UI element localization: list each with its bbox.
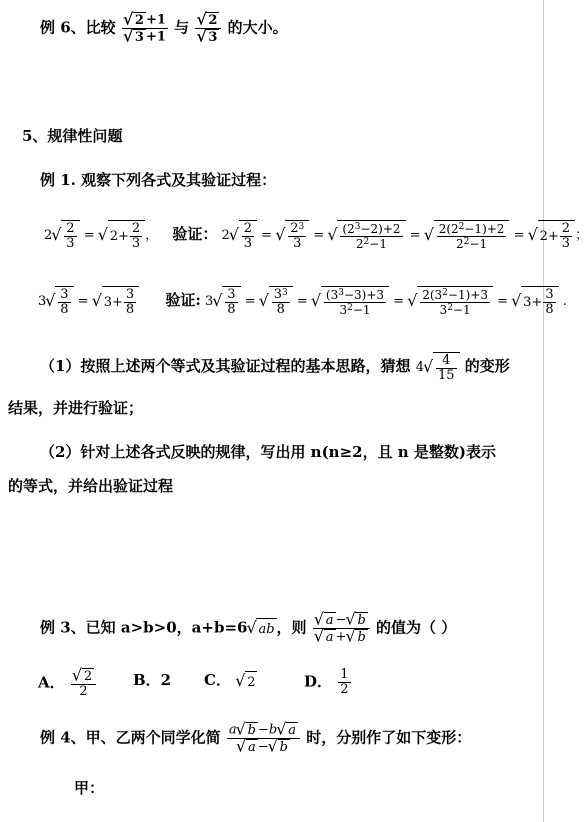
verify-label-1: 验证： bbox=[172, 225, 218, 243]
example-6-tail: 的大小。 bbox=[227, 18, 288, 37]
section-5-title: 5、规律性问题 bbox=[22, 127, 123, 145]
example-3: 例 3、已知 a>b>0，a+b=6√ ab ，则 √ a −√ b √ a +√ b 的值为（ ） bbox=[40, 612, 456, 645]
question-1-text-b: 的变形 bbox=[464, 357, 510, 375]
student-jia-label: 甲： bbox=[74, 779, 105, 797]
fraction-sqrt-a-minus-sqrt-b-over-sum: √ a −√ b √ a +√ b bbox=[313, 612, 370, 645]
page-edge-rule bbox=[543, 0, 544, 822]
example-4-tail: 时，分别作了如下变形： bbox=[306, 728, 472, 747]
fraction-sqrt2plus1-over-sqrt3plus1: √ 2 +1 √ 3 +1 bbox=[122, 12, 168, 45]
example-3-label: 例 3、已知 a>b>0，a+b=6 bbox=[40, 618, 248, 637]
equation-row-2: 3 √ $\frac{3}{8}$ = √ 3+ $\frac{3}{8}$ 验证: 3 √ $\frac{3}{8}$ = √ $\frac{3^3}{8}$ = √ $\frac{(3^3-3)+3}{3^2-1}$ = √ $\frac{2(3^2-1)+3}{3^2-1}$ = √ 3+ $\frac{3}{8}$ . bbox=[38, 286, 567, 317]
question-2-line-2: 的等式，并给出验证过程 bbox=[8, 477, 174, 495]
question-1-text-a: （1）按照上述两个等式及其验证过程的基本思路，猜想 bbox=[40, 357, 411, 375]
option-a: A． √ $\frac{2}{2}$ bbox=[38, 668, 97, 699]
equation-row-1: 2 √ $\frac{2}{3}$ = √ 2+ $\frac{2}{3}$ ， 验证： 2 √ $\frac{2}{3}$ = √ $\frac{2^3}{3}$ = √ $\frac{(2^3-2)+2}{2^2-1}$ = √ $\frac{2(2^2-1)+2}{2^2-1}$ = √ 2+ $\frac{2}{3}$ ； bbox=[44, 220, 588, 251]
fraction-example-4: a√ b −b√ a √ a −√ b bbox=[227, 722, 300, 755]
verify-label-2: 验证: bbox=[165, 291, 201, 309]
option-a-label: A． bbox=[38, 673, 65, 692]
question-2-line-1: （2）针对上述各式反映的规律，写出用 n(n≥2，且 n 是整数)表示 bbox=[40, 443, 497, 461]
option-c: C． √ 2 bbox=[204, 670, 257, 693]
option-d-label: D． bbox=[304, 672, 333, 691]
fraction-sqrt2-over-sqrt3: √ 2 √ 3 bbox=[195, 12, 221, 45]
example-6-label: 例 6、比较 bbox=[40, 18, 116, 37]
option-d: D． $\frac{1}{2}$ bbox=[304, 667, 349, 697]
example-4-label: 例 4、甲、乙两个同学化简 bbox=[40, 728, 221, 747]
option-c-label: C． bbox=[204, 671, 231, 689]
example-3-then: ，则 bbox=[276, 618, 307, 637]
option-b: B．2 bbox=[133, 671, 172, 689]
question-1-line-2: 结果，并进行验证； bbox=[8, 399, 144, 417]
example-1-label: 例 1. 观察下列各式及其验证过程： bbox=[40, 171, 277, 189]
example-4 bbox=[40, 722, 471, 755]
question-1-line-1: （1）按照上述两个等式及其验证过程的基本思路，猜想 4 √ $\frac{4}{15}$ 的变形 bbox=[40, 352, 510, 383]
example-3-tail: 的值为（ ） bbox=[376, 618, 457, 637]
example-6-mid: 与 bbox=[174, 18, 190, 37]
example-6 bbox=[40, 12, 288, 45]
